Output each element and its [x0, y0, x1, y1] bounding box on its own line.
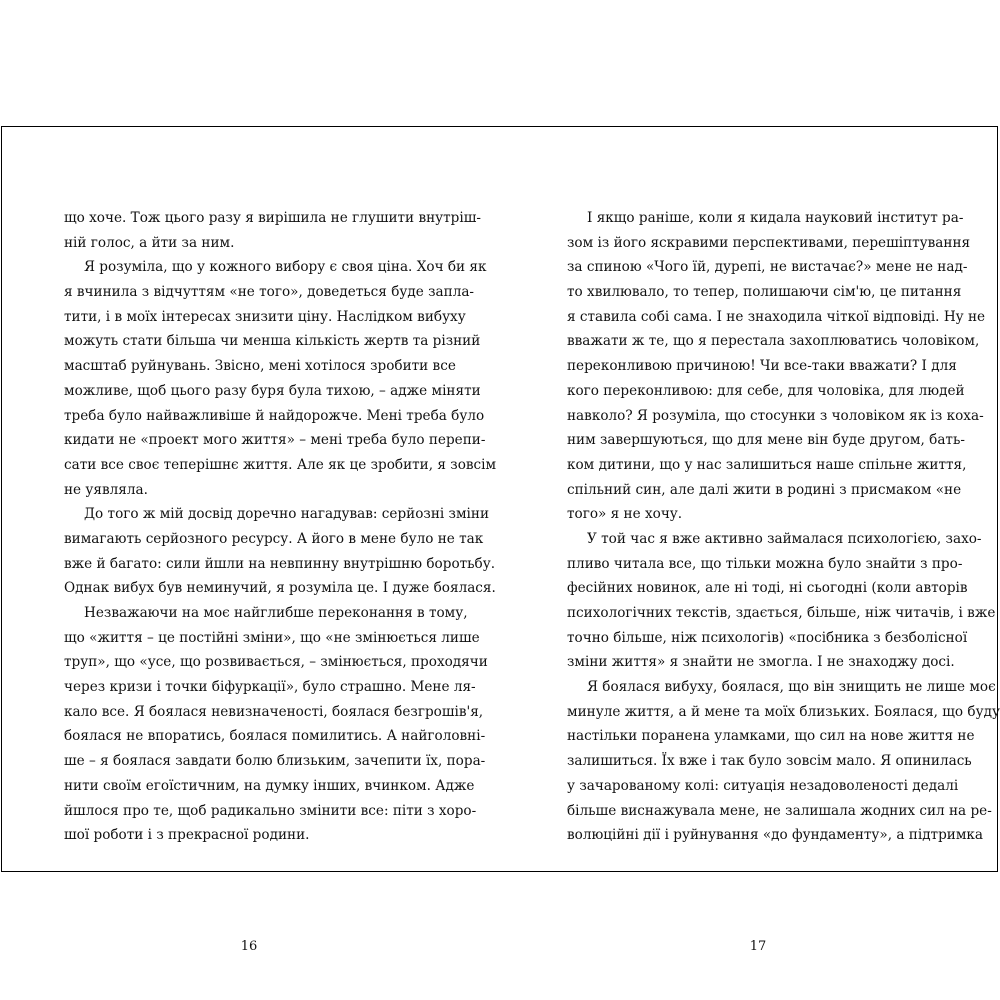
text-line: До того ж мій досвід доречно нагадував: серйозні зміни: [84, 506, 490, 523]
text-line: переконливою причиною! Чи все-таки вважати? І для: [567, 358, 957, 375]
text-line: треба було найважливіше й найдорожче. Мені треба було: [64, 407, 485, 424]
text-line: спільний син, але далі жити в родині з присмаком «не: [567, 481, 962, 498]
right-page-text: [567, 206, 1000, 848]
text-line: вимагають серйозного ресурсу. А його в мене було не так: [64, 530, 484, 547]
text-line: ше – я боялася завдати болю близьким, зачепити їх, пора-: [64, 753, 486, 770]
text-line: пливо читала все, що тільки можна було знайти з про-: [567, 555, 963, 572]
text-line: зміни життя» я знайти не змогла. І не знаходжу досі.: [567, 654, 955, 671]
text-line: того» я не хочу.: [567, 506, 683, 523]
text-line: тити, і в моїх інтересах знизити ціну. Наслідком вибуху: [64, 308, 466, 325]
text-line: масштаб руйнувань. Звісно, мені хотілося зробити все: [64, 358, 456, 375]
text-line: більше виснажувала мене, не залишала жодних сил на ре-: [567, 802, 992, 819]
text-line: залишиться. Їх вже і так було зовсім мало. Я опинилась: [567, 753, 972, 770]
text-line: волюційні дії і руйнування «до фундаменту», а підтримка: [567, 827, 984, 844]
text-line: боялася не впоратись, боялася помилитись. А найголовні-: [64, 728, 486, 745]
text-line: нити своїм егоїстичним, на думку інших, вчинком. Адже: [64, 777, 475, 794]
left-page-number: 16: [240, 939, 258, 954]
text-line: минуле життя, а й мене та моїх близьких. Боялася, що буду: [567, 703, 1000, 720]
text-line: ній голос, а йти за ним.: [64, 234, 235, 251]
text-line: що хоче. Тож цього разу я вирішила не глушити внутріш-: [64, 210, 481, 226]
text-line: фесійних новинок, але ні тоді, ні сьогодні (коли авторів: [567, 580, 968, 597]
text-line: шої роботи і з прекрасної родини.: [64, 827, 310, 844]
text-line: ком дитини, що у нас залишиться наше спільне життя,: [567, 456, 967, 473]
text-line: можливе, щоб цього разу буря була тихою, – адже міняти: [64, 382, 481, 399]
text-line: Незважаючи на моє найглибше переконання в тому,: [84, 605, 468, 621]
text-line: зом із його яскравими перспективами, перешіптування: [567, 234, 971, 251]
text-line: Однак вибух був неминучий, я розуміла це. І дуже боялася.: [64, 580, 496, 597]
text-line: точно більше, ніж психологів) «посібника з безболісної: [567, 629, 968, 646]
text-line: кого переконливою: для себе, для чоловіка, для людей: [567, 382, 965, 399]
book-spread: [1, 126, 1000, 954]
text-line: навколо? Я розуміла, що стосунки з чоловіком як із коха-: [567, 407, 984, 424]
text-line: сати все своє теперішнє життя. Але як це зробити, я зовсім: [64, 456, 497, 473]
text-line: за спиною «Чого їй, дурепі, не вистачає?» мене не над-: [567, 259, 968, 276]
text-line: я ставила собі сама. І не знаходила чіткої відповіді. Ну не: [567, 308, 986, 325]
left-page-text: [64, 206, 497, 848]
text-line: у зачарованому колі: ситуація незадоволеності дедалі: [567, 777, 959, 794]
text-line: ним завершуються, що для мене він буде другом, бать-: [567, 432, 965, 449]
text-line: Я розуміла, що у кожного вибору є своя ціна. Хоч би як: [84, 259, 487, 276]
text-line: Я боялася вибуху, боялася, що він знищить не лише моє: [587, 679, 996, 696]
text-line: то хвилювало, то тепер, полишаючи сім'ю, це питання: [567, 284, 962, 301]
text-line: вже й багато: сили йшли на невпинну внутрішню боротьбу.: [64, 555, 496, 572]
text-line: У той час я вже активно займалася психологією, захо-: [587, 530, 982, 547]
right-page-number: 17: [749, 939, 767, 954]
text-line: через кризи і точки біфуркації», було страшно. Мене ля-: [64, 679, 476, 696]
text-line: кало все. Я боялася невизначеності, боялася безгрошів'я,: [64, 703, 484, 720]
text-line: можуть стати більша чи менша кількість жертв та різний: [64, 333, 481, 350]
text-line: труп», що «усе, що розвивається, – змінюється, проходячи: [64, 654, 488, 671]
text-line: психологічних текстів, здається, більше, ніж читачів, і вже: [567, 605, 996, 621]
text-line: йшлося про те, щоб радикально змінити все: піти з хоро-: [64, 802, 477, 819]
text-line: кидати не «проект мого життя» – мені треба було перепи-: [64, 432, 486, 449]
text-line: що «життя – це постійні зміни», що «не змінюється лише: [64, 629, 480, 646]
text-line: вважати ж те, що я перестала захоплюватись чоловіком,: [567, 333, 980, 350]
text-line: я вчинила з відчуттям «не того», доведеться буде запла-: [64, 284, 475, 301]
text-line: не уявляла.: [64, 481, 148, 498]
text-line: настільки поранена уламками, що сил на нове життя не: [567, 728, 975, 745]
text-line: І якщо раніше, коли я кидала науковий інститут ра-: [587, 210, 964, 226]
